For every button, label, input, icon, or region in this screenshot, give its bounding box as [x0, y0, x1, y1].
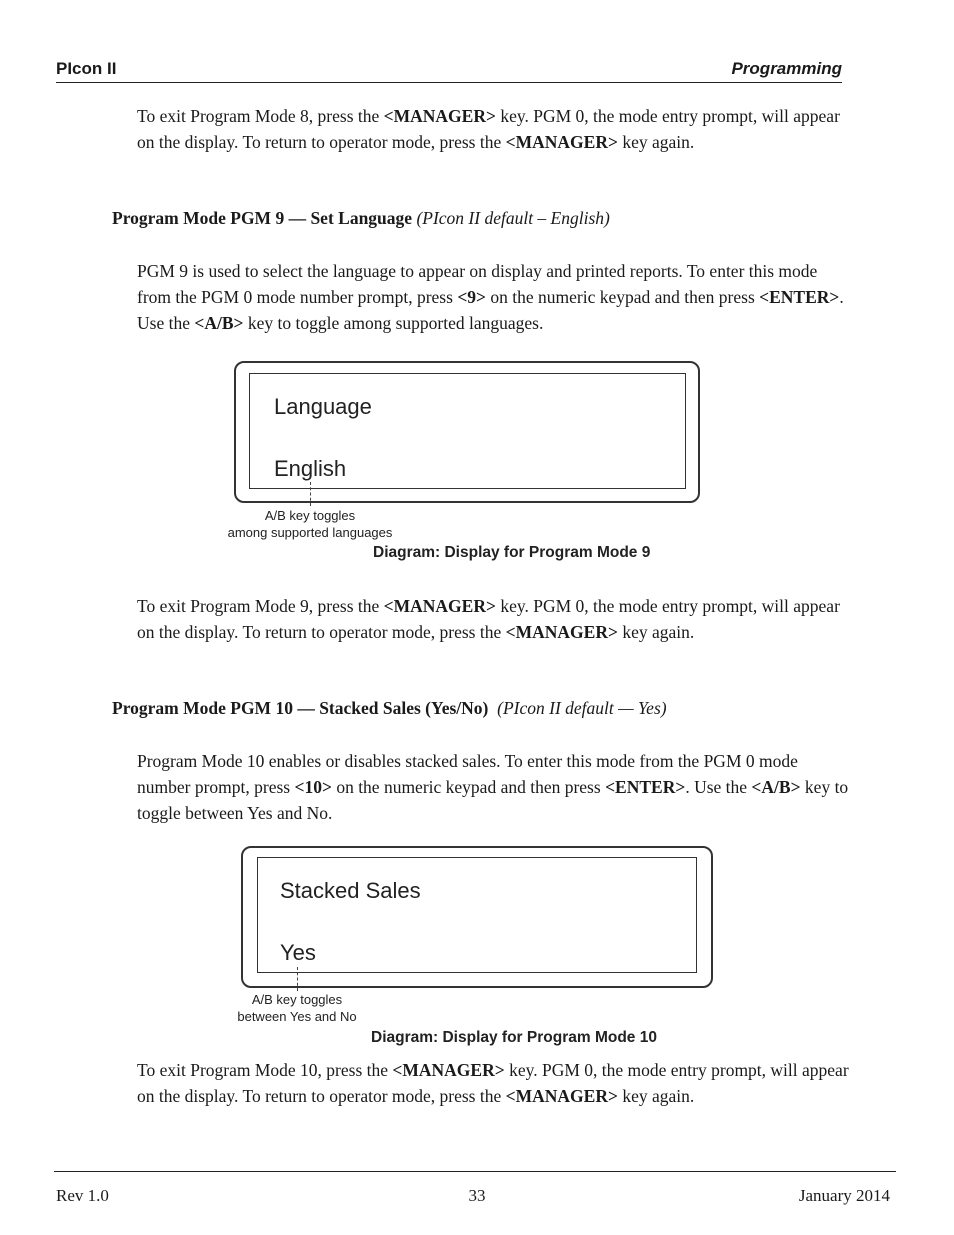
footer-page-number: 33 [468, 1186, 486, 1205]
pgm10-body-paragraph: Program Mode 10 enables or disables stacked sales. To enter this mode from the PGM 0 mode number prompt, press <10> on the numeric keypad and then press <ENTER>. Use the <A/B> key to toggle between Yes and No. [137, 751, 849, 823]
header-product-name: PIcon II [56, 59, 117, 78]
toggle-note-line-2: between Yes and No [237, 1009, 357, 1024]
toggle-note [210, 507, 410, 541]
lcd-screen [257, 857, 697, 973]
pgm10-display-diagram [222, 843, 722, 1053]
toggle-note [224, 991, 370, 1025]
lcd-line-1: Language [274, 394, 372, 419]
pgm9-display-diagram [210, 358, 710, 568]
pgm9-heading: Program Mode PGM 9 — Set Language (PIcon II default – English) [112, 208, 610, 228]
diagram-caption: Diagram: Display for Program Mode 10 [371, 1029, 657, 1046]
toggle-pointer-line [297, 967, 298, 991]
diagram-caption: Diagram: Display for Program Mode 9 [373, 544, 651, 561]
toggle-pointer-line [310, 482, 311, 506]
toggle-note-line-1: A/B key toggles [251, 992, 343, 1007]
pgm9-exit-paragraph: To exit Program Mode 9, press the <MANAGER> key. PGM 0, the mode entry prompt, will appear on the display. To return to operator mode, press the <MANAGER> key again. [137, 596, 840, 642]
lcd-line-1: Stacked Sales [280, 878, 421, 903]
footer-date: January 2014 [798, 1186, 890, 1205]
toggle-note-line-2: among supported languages [227, 525, 393, 540]
lcd-line-2: English [274, 456, 347, 481]
footer-revision: Rev 1.0 [56, 1186, 109, 1205]
header-chapter-title: Programming [731, 59, 842, 78]
footer-rule [54, 1171, 896, 1172]
header-rule [56, 82, 842, 83]
pgm8-exit-paragraph: To exit Program Mode 8, press the <MANAGER> key. PGM 0, the mode entry prompt, will appear on the display. To return to operator mode, press the <MANAGER> key again. [137, 106, 840, 152]
pgm10-exit-paragraph: To exit Program Mode 10, press the <MANAGER> key. PGM 0, the mode entry prompt, will appear on the display. To return to operator mode, press the <MANAGER> key again. [137, 1060, 849, 1106]
toggle-note-line-1: A/B key toggles [264, 508, 356, 523]
lcd-line-2: Yes [280, 940, 316, 965]
pgm10-heading: Program Mode PGM 10 — Stacked Sales (Yes/No) (PIcon II default — Yes) [112, 698, 667, 718]
pgm9-body-paragraph: PGM 9 is used to select the language to appear on display and printed reports. To enter this mode from the PGM 0 mode number prompt, press <9> on the numeric keypad and then press <ENTER>. Use the <A/B> key to toggle among supported languages. [137, 261, 844, 333]
